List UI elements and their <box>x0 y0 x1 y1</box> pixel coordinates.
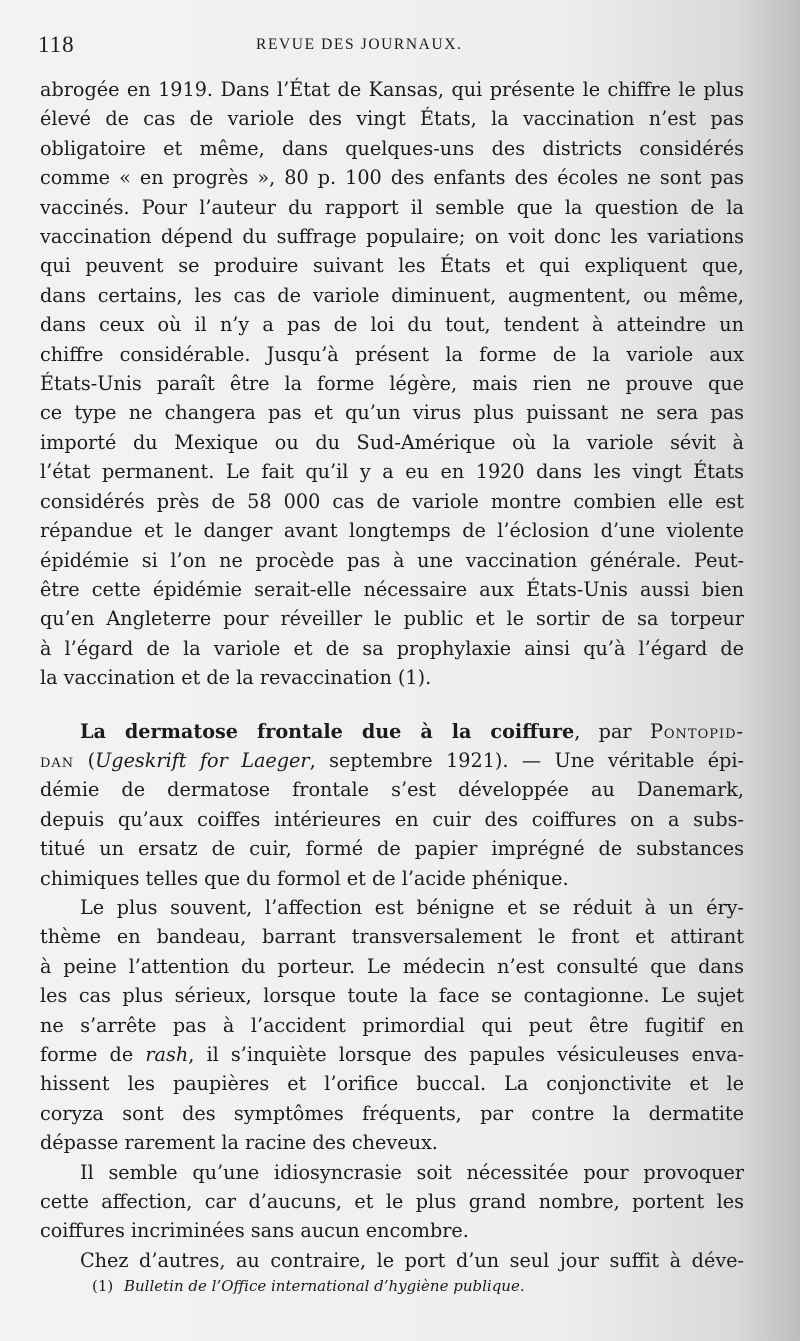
paragraph-variole <box>40 75 744 693</box>
text-fragment: , il s’inquiète lorsque des papules vésiculeuses enva- <box>188 1043 744 1066</box>
source-line-rest: , septembre 1921). — Une véritable épi- <box>309 748 744 772</box>
text-line: dans certains, les cas de variole diminuent, augmentent, ou même, <box>40 283 744 307</box>
text-line: Il semble qu’une idiosyncrasie soit nécessitée pour provoquer <box>80 1160 744 1184</box>
paragraph-gap <box>40 693 744 717</box>
text-line: qui peuvent se produire suivant les États et qui expliquent que, <box>40 254 744 278</box>
text-line: l’état permanent. Le fait qu’il y a eu en 1920 dans les vingt États <box>40 460 744 484</box>
text-line: depuis qu’aux coiffes intérieures en cuir des coiffures on a subs- <box>40 807 744 831</box>
text-line: être cette épidémie serait-elle nécessaire aux États-Unis aussi bien <box>40 577 744 601</box>
article-title: La dermatose frontale due à la coiffure <box>80 719 575 743</box>
text-line: Le plus souvent, l’affection est bénigne et se réduit à un éry- <box>80 895 744 919</box>
text-line <box>40 1040 744 1069</box>
text-line: hissent les paupières et l’orifice buccal. La conjonctivite et le <box>40 1072 744 1096</box>
text-line: à l’égard de la variole et de sa prophylaxie ainsi qu’à l’égard de <box>40 636 744 660</box>
page-number: 118 <box>38 32 75 57</box>
text-line: coiffures incriminées sans aucun encombre. <box>40 1219 469 1243</box>
text-line: qu’en Angleterre pour réveiller le public et le sortir de sa torpeur <box>40 607 744 631</box>
text-line: la vaccination et de la revaccination (1). <box>40 666 432 690</box>
text-line: dépasse rarement la racine des cheveux. <box>40 1131 438 1155</box>
text-line: abrogée en 1919. Dans l’État de Kansas, qui présente le chiffre le plus <box>40 78 744 101</box>
footnote-text: Bulletin de l’Office international d’hygiène publique. <box>124 1277 525 1295</box>
running-head: REVUE DES JOURNAUX. <box>256 36 463 53</box>
article-heading-line <box>40 717 744 746</box>
text-line: vaccination dépend du suffrage populaire; on voit donc les variations <box>40 225 744 249</box>
text-line: élevé de cas de variole des vingt États, la vaccination n’est pas <box>40 107 744 131</box>
page-header <box>38 32 760 62</box>
text-line: Chez d’autres, au contraire, le port d’un seul jour suffit à déve- <box>80 1248 744 1272</box>
text-line: thème en bandeau, barrant transversalement le front et attirant <box>40 925 744 949</box>
italic-word: rash <box>145 1043 189 1066</box>
body-text <box>40 75 744 1275</box>
text-line: coryza sont des symptômes fréquents, par contre la dermatite <box>40 1101 744 1125</box>
article-source-line: dan (Ugeskrift for Laeger, septembre 1921). — Une véritable épi- <box>40 748 744 772</box>
journal-name: Ugeskrift for Laeger <box>95 748 310 772</box>
text-line: à peine l’attention du porteur. Le médecin n’est consulté que dans <box>40 954 744 978</box>
text-line: obligatoire et même, dans quelques-uns des districts considérés <box>40 136 744 160</box>
text-line: ce type ne changera pas et qu’un virus plus puissant ne sera pas <box>40 401 744 425</box>
text-line: importé du Mexique ou du Sud-Amérique où la variole sévit à <box>40 430 744 454</box>
footnote <box>92 1276 712 1296</box>
text-line: États-Unis paraît être la forme légère, mais rien ne prouve que <box>40 372 744 396</box>
text-line: répandue et le danger avant longtemps de l’éclosion d’une violente <box>40 519 744 543</box>
text-line: chiffre considérable. Jusqu’à présent la forme de la variole aux <box>40 342 744 366</box>
text-line: considérés près de 58 000 cas de variole montre combien elle est <box>40 489 744 513</box>
text-line: ne s’arrête pas à l’accident primordial qui peut être fugitif en <box>40 1013 744 1037</box>
author-name-part1: Pontopid- <box>649 719 744 743</box>
text-line: démie de dermatose frontale s’est développée au Danemark, <box>40 778 744 802</box>
text-line: cette affection, car d’aucuns, et le plus grand nombre, portent les <box>40 1190 744 1214</box>
text-line: les cas plus sérieux, lorsque toute la face se contagionne. Le sujet <box>40 984 744 1008</box>
text-line: titué un ersatz de cuir, formé de papier imprégné de substances <box>40 837 744 861</box>
article-dermatose <box>40 717 744 1276</box>
text-fragment: forme de <box>40 1043 146 1066</box>
text-line: comme « en progrès », 80 p. 100 des enfants des écoles ne sont pas <box>40 166 744 190</box>
byline-prefix: , par <box>574 719 650 743</box>
text-line: vaccinés. Pour l’auteur du rapport il semble que la question de la <box>40 195 744 219</box>
author-name-part2: dan <box>40 748 75 772</box>
text-line: dans ceux où il n’y a pas de loi du tout, tendent à atteindre un <box>40 313 744 337</box>
footnote-ref: (1) <box>92 1277 114 1295</box>
text-line: chimiques telles que du formol et de l’acide phénique. <box>40 866 569 890</box>
text-line: épidémie si l’on ne procède pas à une vaccination générale. Peut- <box>40 548 744 572</box>
